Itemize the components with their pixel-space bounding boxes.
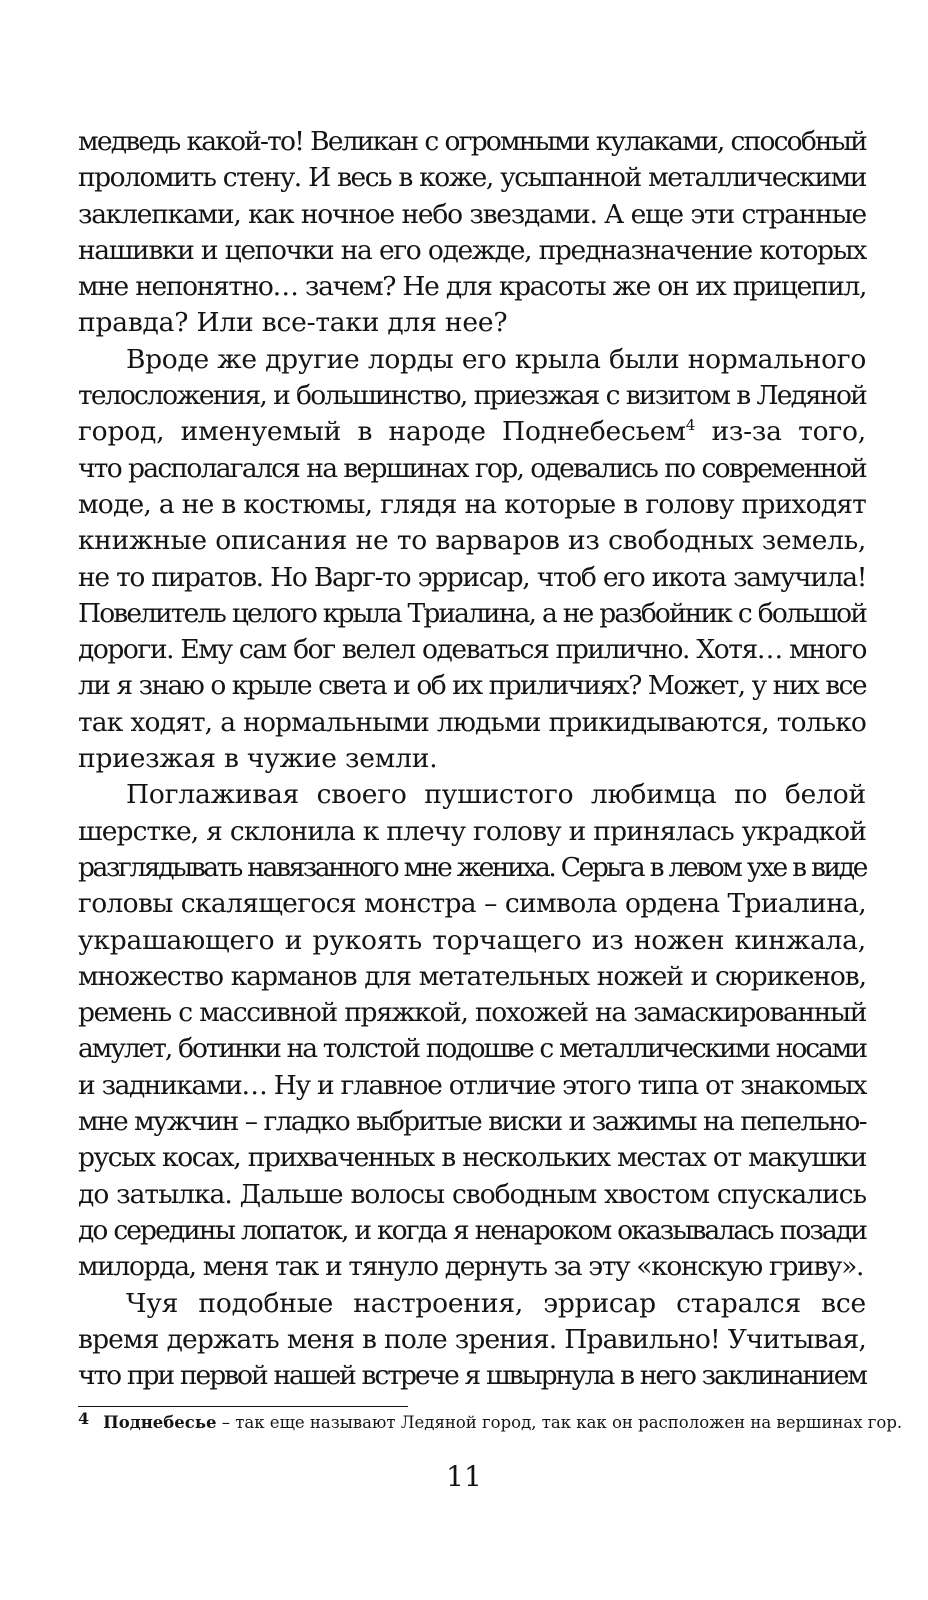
text-line: заклепками, как ночное небо звездами. А еще эти странные [78, 198, 866, 230]
text-segment: из-за того, [695, 416, 866, 448]
text-line: нашивки и цепочки на его одежде, предназначение которых [78, 234, 866, 266]
text-line: и задниками… Ну и главное отличие этого типа от знакомых [78, 1069, 866, 1101]
footnote-text: – так еще называют Ледяной город, так как он расположен на вершинах гор. [216, 1413, 903, 1432]
text-line: моде, а не в костюмы, глядя на которые в голову приходят [78, 488, 866, 520]
text-line: дороги. Ему сам бог велел одеваться прилично. Хотя… много [78, 634, 866, 666]
text-line: так ходят, а нормальными людьми прикидываются, только [78, 706, 866, 738]
text-line: телосложения, и большинство, приезжая с визитом в Ледяной [78, 380, 866, 412]
footnote-term: Поднебесье [103, 1413, 217, 1432]
footnote-reference[interactable]: 4 [685, 416, 696, 435]
text-line: проломить стену. И весь в коже, усыпанной металлическими [78, 162, 866, 194]
page-number: 11 [446, 1460, 482, 1493]
text-line: ли я знаю о крыле света и об их приличиях? Может, у них все [78, 670, 866, 702]
footnote-number: 4 [78, 1409, 90, 1428]
body-text [78, 124, 866, 1394]
text-line-with-footnote-ref [78, 414, 866, 450]
text-line: русых косах, прихваченных в нескольких местах от макушки [78, 1142, 866, 1174]
text-line: книжные описания не то варваров из свободных земель, [78, 525, 866, 557]
text-line: мне мужчин – гладко выбритые виски и зажимы на пепельно- [78, 1106, 866, 1138]
paragraph-1 [78, 124, 866, 342]
text-line: правда? Или все-таки для нее? [78, 307, 508, 339]
text-line: украшающего и рукоять торчащего из ножен кинжала, [78, 924, 866, 956]
text-line: до затылка. Дальше волосы свободным хвостом спускались [78, 1178, 866, 1210]
text-line: мне непонятно… зачем? Не для красоты же он их прицепил, [78, 271, 866, 303]
footnote [78, 1409, 903, 1434]
paragraph-4 [78, 1286, 866, 1395]
text-line: время держать меня в поле зрения. Правильно! Учитывая, [78, 1323, 866, 1355]
text-line: головы скалящегося монстра – символа ордена Триалина, [78, 888, 866, 920]
text-line: множество карманов для метательных ножей и сюрикенов, [78, 960, 866, 992]
text-line: приезжая в чужие земли. [78, 743, 438, 775]
text-line: что при первой нашей встрече я швырнула в него заклинанием [78, 1360, 866, 1392]
text-line: разглядывать навязанного мне жениха. Серьга в левом ухе в виде [78, 851, 866, 883]
text-line: что располагался на вершинах гор, одевались по современной [78, 452, 866, 484]
text-line: не то пиратов. Но Варг-то эррисар, чтоб его икота замучила! [78, 561, 866, 593]
text-line: Поглаживая своего пушистого любимца по белой [126, 779, 866, 811]
paragraph-2 [78, 342, 866, 778]
text-line: шерстке, я склонила к плечу голову и принялась украдкой [78, 815, 866, 847]
paragraph-3 [78, 777, 866, 1285]
footnote-divider [78, 1406, 408, 1407]
text-segment: город, именуемый в народе Поднебесьем [78, 416, 686, 448]
text-line: амулет, ботинки на толстой подошве с металлическими носами [78, 1033, 866, 1065]
text-line: ремень с массивной пряжкой, похожей на замаскированный [78, 997, 866, 1029]
text-line: медведь какой-то! Великан с огромными кулаками, способный [78, 126, 866, 157]
text-line: до середины лопаток, и когда я ненароком оказывалась позади [78, 1214, 866, 1246]
text-line: Чуя подобные настроения, эррисар старался все [126, 1287, 866, 1319]
text-line: милорда, меня так и тянуло дернуть за эту «конскую гриву». [78, 1251, 864, 1283]
text-line: Вроде же другие лорды его крыла были нормального [126, 343, 866, 375]
text-line: Повелитель целого крыла Триалина, а не разбойник с большой [78, 597, 866, 629]
